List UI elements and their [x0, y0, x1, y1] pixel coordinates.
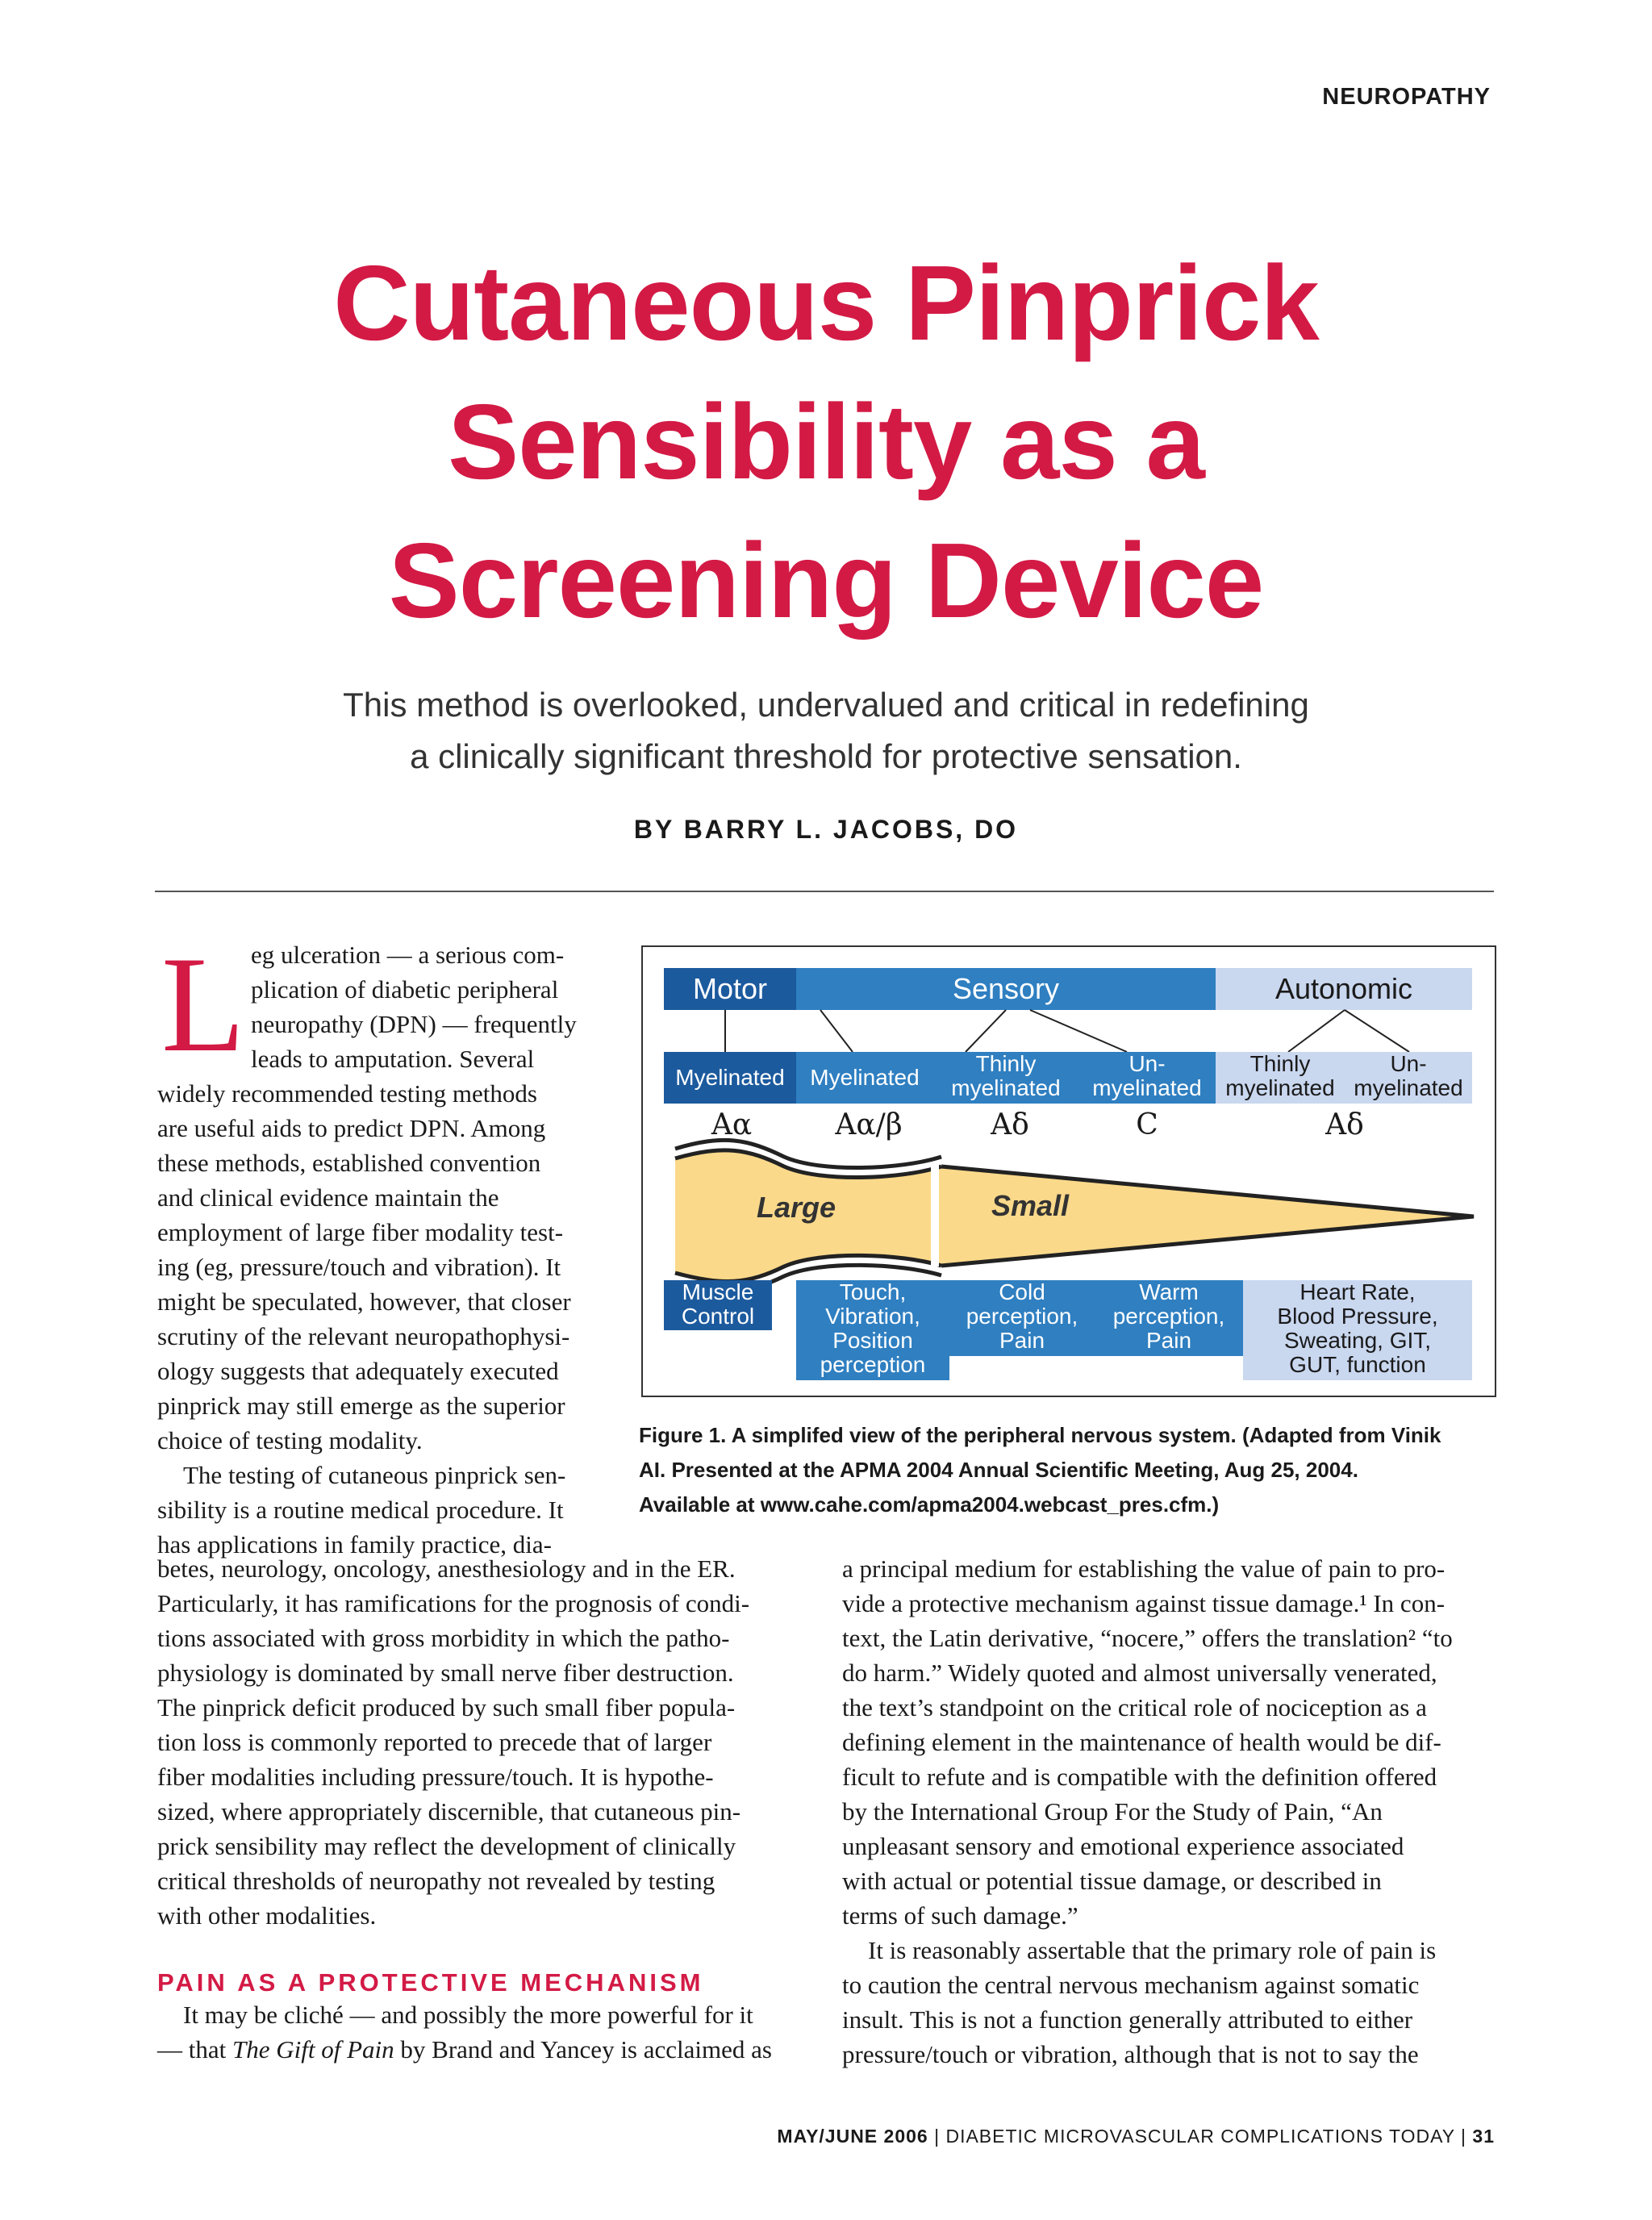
right-column-body [842, 1551, 1496, 2072]
fiber-label: myelinated [1092, 1075, 1202, 1100]
text-segment: by Brand and Yancey is acclaimed as [394, 2035, 772, 2064]
text-line: widely recommended testing methods [157, 1079, 537, 1108]
function-touch [796, 1280, 949, 1380]
function-label: perception, [1112, 1304, 1225, 1329]
function-label: Heart Rate, [1299, 1279, 1416, 1304]
byline: BY BARRY L. JACOBS, DO [633, 815, 1019, 844]
footer-journal: DIABETIC MICROVASCULAR COMPLICATIONS TODAY [945, 2126, 1455, 2147]
book-title: The Gift of Pain [232, 2035, 394, 2064]
fiber-label: Thinly [975, 1051, 1037, 1076]
type-a-delta: Aδ [991, 1108, 1029, 1141]
function-cold [949, 1280, 1095, 1356]
text-line: pinprick may still emerge as the superior [157, 1392, 565, 1420]
text-line: vide a protective mechanism against tissue damage.¹ In con- [842, 1589, 1446, 1617]
text-line: insult. This is not a function generally attributed to either [842, 2005, 1413, 2034]
text-line: leads to amputation. Several [251, 1045, 535, 1073]
figure-nervous-system [641, 945, 1496, 1397]
text-line: tions associated with gross morbidity in which the patho- [157, 1624, 730, 1652]
type-c: C [1136, 1108, 1158, 1141]
function-label: Touch, [839, 1279, 907, 1304]
function-label: Position [832, 1328, 913, 1353]
text-line: fiber modalities including pressure/touch. It is hypothe- [157, 1763, 714, 1791]
function-label: perception [820, 1352, 926, 1377]
text-line: It may be cliché — and possibly the more powerful for it [183, 2001, 753, 2029]
footer-separator: | [1461, 2126, 1473, 2147]
function-label: Pain [1145, 1328, 1192, 1353]
fiber-label: myelinated [1225, 1075, 1335, 1100]
footer-separator: | [934, 2126, 946, 2147]
text-line: betes, neurology, oncology, anesthesiology and in the ER. [157, 1554, 736, 1583]
header-sensory: Sensory [796, 968, 1216, 1010]
title-line: Sensibility as a [448, 382, 1204, 501]
text-segment: — that [157, 2035, 232, 2064]
function-label: Sweating, GIT, [1283, 1328, 1432, 1353]
text-line: has applications in family practice, dia- [157, 1530, 552, 1559]
text-line: to caution the central nervous mechanism against somatic [842, 1971, 1420, 1999]
divider [155, 891, 1494, 892]
caption-line: Figure 1. A simplifed view of the peripheral nervous system. (Adapted from Vinik [639, 1423, 1441, 1447]
text-line: tion loss is commonly reported to precede that of larger [157, 1728, 712, 1756]
text-line: unpleasant sensory and emotional experience associated [842, 1832, 1404, 1860]
text-line: the text’s standpoint on the critical role of nociception as a [842, 1693, 1427, 1721]
text-line: Particularly, it has ramifications for the prognosis of condi- [157, 1589, 750, 1617]
footer-issue: MAY/JUNE 2006 [777, 2126, 928, 2147]
function-label: Pain [999, 1328, 1045, 1353]
function-label: Vibration, [825, 1304, 920, 1329]
left-column-body [157, 1551, 819, 1933]
fiber-label: myelinated [1354, 1075, 1463, 1100]
function-label: Cold [999, 1279, 1045, 1304]
text-line: plication of diabetic peripheral [251, 975, 559, 1004]
function-autonomic [1243, 1280, 1472, 1380]
drop-cap: L [161, 928, 245, 1080]
label-small: Small [991, 1189, 1070, 1222]
fiber-label: Un- [1128, 1051, 1166, 1076]
text-line: choice of testing modality. [157, 1426, 423, 1454]
function-label: perception, [966, 1304, 1078, 1329]
subtitle-line: a clinically significant threshold for protective sensation. [410, 737, 1242, 775]
text-line: The pinprick deficit produced by such small fiber popula- [157, 1693, 736, 1721]
function-label: Muscle [682, 1279, 754, 1304]
text-line: with other modalities. [157, 1901, 377, 1930]
title-line: Cutaneous Pinprick [333, 244, 1319, 362]
text-line: by the International Group For the Study of Pain, “An [842, 1797, 1383, 1826]
text-line: a principal medium for establishing the value of pain to pro- [842, 1554, 1446, 1583]
text-line: critical thresholds of neuropathy not revealed by testing [157, 1867, 715, 1895]
type-a-delta-autonomic: Aδ [1325, 1108, 1364, 1141]
text-line [157, 2032, 772, 2067]
text-line: ficult to refute and is compatible with the definition offered [842, 1763, 1437, 1791]
fiber-label: myelinated [951, 1075, 1061, 1100]
function-label: Control [681, 1304, 755, 1329]
subtitle-line: This method is overlooked, undervalued and critical in redefining [343, 686, 1309, 724]
text-line: are useful aids to predict DPN. Among [157, 1114, 546, 1142]
section-body [157, 1997, 772, 2067]
type-a-alpha-beta: Aα/β [835, 1108, 903, 1141]
text-line: It is reasonably assertable that the primary role of pain is [868, 1936, 1437, 1964]
text-line: defining element in the maintenance of health would be dif- [842, 1728, 1441, 1756]
header-autonomic: Autonomic [1216, 968, 1472, 1010]
article-subtitle [0, 679, 1652, 782]
text-line: neuropathy (DPN) — frequently [251, 1010, 577, 1038]
text-line: eg ulceration — a serious com- [251, 941, 565, 969]
text-line: these methods, established convention [157, 1149, 541, 1177]
label-large: Large [756, 1191, 836, 1224]
function-label: Warm [1139, 1279, 1199, 1304]
text-line: ology suggests that adequately executed [157, 1357, 559, 1385]
section-heading: PAIN AS A PROTECTIVE MECHANISM [157, 1968, 704, 1997]
text-line: do harm.” Widely quoted and almost universally venerated, [842, 1659, 1437, 1687]
fiber-motor-myelinated: Myelinated [664, 1052, 796, 1104]
text-line: pressure/touch or vibration, although that is not to say the [842, 2040, 1419, 2068]
text-line: physiology is dominated by small nerve fiber destruction. [157, 1659, 734, 1687]
text-line: scrutiny of the relevant neuropathophysi- [157, 1322, 570, 1350]
text-line: terms of such damage.” [842, 1901, 1078, 1930]
text-line: sibility is a routine medical procedure. It [157, 1496, 564, 1524]
text-line: with actual or potential tissue damage, or described in [842, 1867, 1382, 1895]
page-number: 31 [1472, 2126, 1495, 2147]
title-line: Screening Device [388, 521, 1264, 640]
caption-line: Available at www.cahe.com/apma2004.webcast_pres.cfm.) [639, 1492, 1220, 1517]
function-muscle-control [664, 1280, 772, 1330]
type-a-alpha: Aα [711, 1108, 753, 1141]
section-tag: NEUROPATHY [1322, 84, 1491, 110]
text-line: employment of large fiber modality test- [157, 1218, 564, 1246]
fiber-label: Thinly [1249, 1051, 1311, 1076]
fiber-label: Myelinated [810, 1065, 920, 1090]
text-line: sized, where appropriately discernible, that cutaneous pin- [157, 1797, 741, 1826]
text-line: The testing of cutaneous pinprick sen- [183, 1461, 566, 1489]
text-line: might be speculated, however, that closer [157, 1287, 571, 1316]
figure-caption [639, 1419, 1441, 1523]
header-motor: Motor [664, 968, 796, 1010]
caption-line: AI. Presented at the APMA 2004 Annual Scientific Meeting, Aug 25, 2004. [639, 1458, 1358, 1482]
page-footer [777, 2126, 1495, 2147]
function-label: Blood Pressure, [1277, 1304, 1438, 1329]
fiber-label: Un- [1390, 1051, 1427, 1076]
text-line: text, the Latin derivative, “nocere,” offers the translation² “to [842, 1624, 1453, 1652]
article-title [0, 234, 1652, 650]
left-column-intro [157, 928, 609, 1562]
text-line: and clinical evidence maintain the [157, 1183, 499, 1212]
text-line: prick sensibility may reflect the development of clinically [157, 1832, 736, 1860]
text-line: ing (eg, pressure/touch and vibration). It [157, 1253, 561, 1281]
function-warm [1095, 1280, 1243, 1356]
function-label: GUT, function [1289, 1352, 1426, 1377]
